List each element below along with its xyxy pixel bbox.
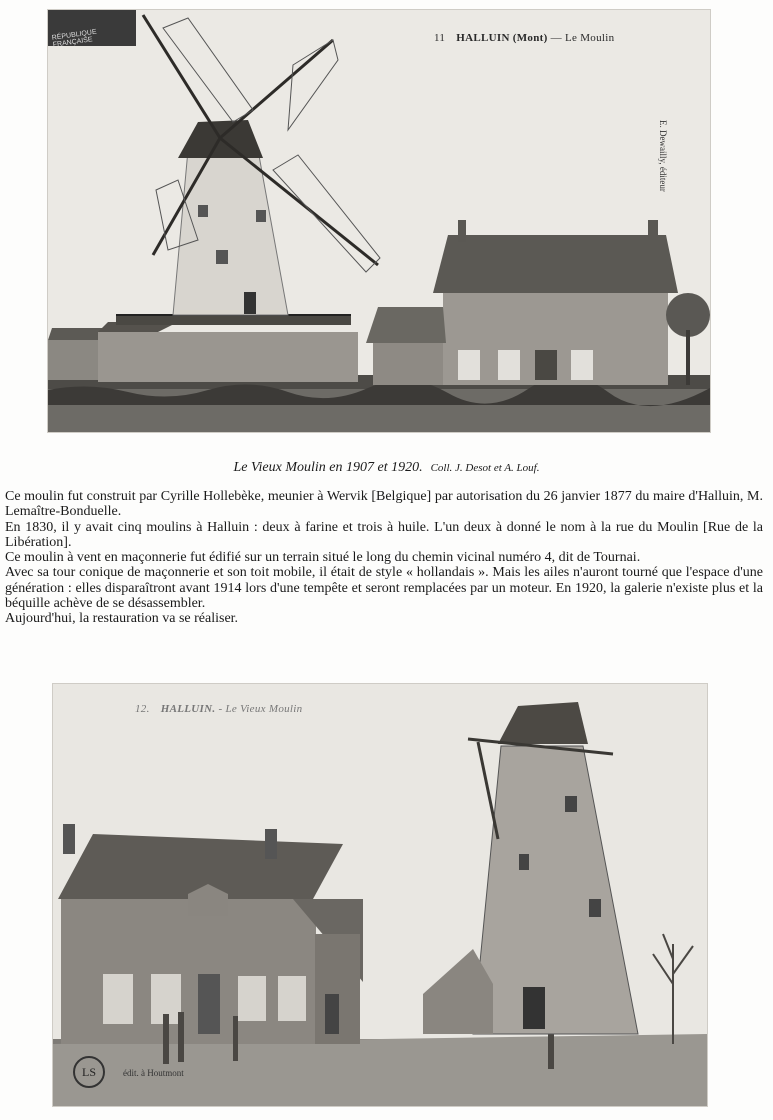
editor-credit: édit. à Houtmont xyxy=(123,1068,184,1078)
paragraph: Avec sa tour conique de maçonnerie et son toit mobile, il était de style « hollandais ». Mais les ailes n'auront tourné que l'espace d'une génération : elles disparaîtront avant 1914 lors d'une tempête et seront remplacées par un moteur. En 1920, la galerie n'existe plus et la béquille achève de se désassembler. xyxy=(5,565,763,612)
postage-stamp xyxy=(48,10,136,49)
postcard-number: 12. xyxy=(135,703,150,715)
publisher-credit: E. Dewailly, éditeur xyxy=(658,120,668,192)
paragraph: En 1830, il y avait cinq moulins à Halluin : deux à farine et trois à huile. L'un deux à donné le nom à la rue du Moulin [Rue de la Libération]. xyxy=(5,519,763,550)
postcard-number: 11 xyxy=(434,32,446,44)
windmill-1920-illustration xyxy=(53,684,707,1106)
caption-main: Le Vieux Moulin en 1907 et 1920. xyxy=(233,460,423,475)
paragraph: Ce moulin à vent en maçonnerie fut édifié sur un terrain situé le long du chemin vicinal numéro 4, dit de Tournai. xyxy=(5,550,641,566)
photo-old-windmill-1907 xyxy=(47,9,711,433)
caption-collection: Coll. J. Desot et A. Louf. xyxy=(430,462,540,474)
article-body xyxy=(5,489,763,627)
figure-caption xyxy=(0,458,773,476)
postcard-title: — Le Moulin xyxy=(550,32,615,44)
paragraph: Aujourd'hui, la restauration va se réaliser. xyxy=(5,611,239,627)
postcard-header-bottom xyxy=(135,703,302,715)
photo-old-windmill-1920 xyxy=(52,683,708,1107)
windmill-1907-illustration xyxy=(48,10,710,432)
postcard-header-top xyxy=(434,32,614,44)
postcard-place: HALLUIN (Mont) xyxy=(456,32,548,44)
postcard-place: HALLUIN. xyxy=(160,703,216,715)
paragraph: Ce moulin fut construit par Cyrille Hollebèke, meunier à Wervik [Belgique] par autorisation du 26 janvier 1877 du maire d'Halluin, M. Lemaître-Bonduelle. xyxy=(5,489,763,520)
stamp-label: RÉPUBLIQUE FRANÇAISE xyxy=(51,28,98,49)
publisher-logo: LS xyxy=(73,1056,105,1088)
postcard-title: - Le Vieux Moulin xyxy=(218,703,303,715)
